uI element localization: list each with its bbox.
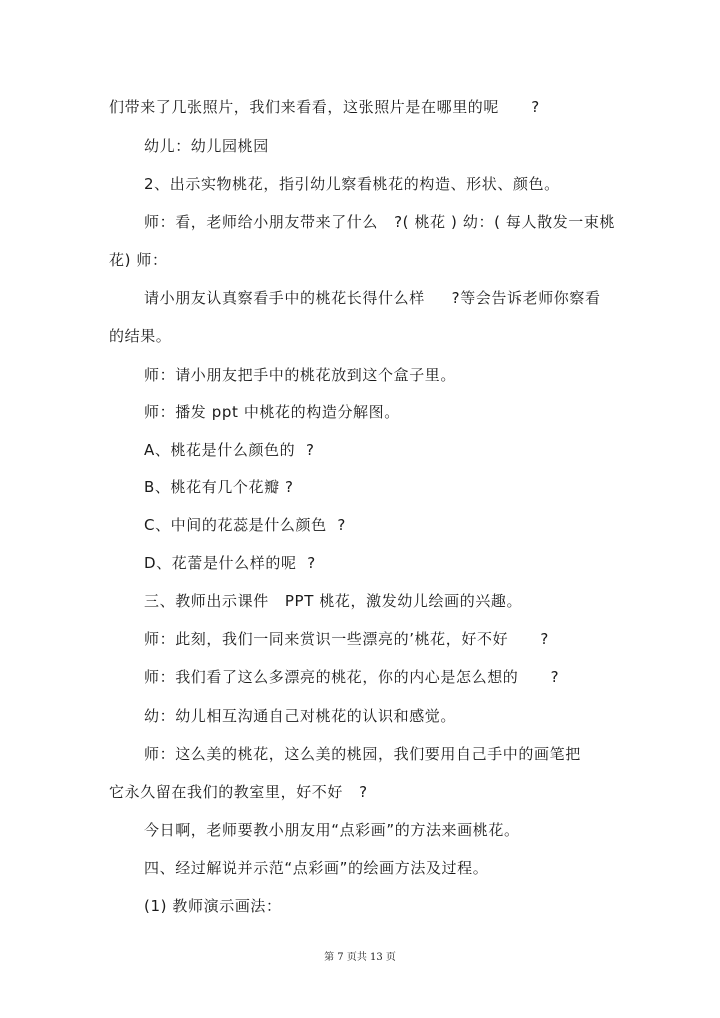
text-line-8: 师：请小朋友把手中的桃花放到这个盒子里。: [144, 366, 457, 384]
text-line-19: 它永久留在我们的教室里，好不好 ?: [109, 783, 368, 801]
text-line-11: B、桃花有几个花瓣 ?: [144, 478, 294, 496]
text-line-4: 师：看，老师给小朋友带来了什么 ?( 桃花 ) 幼：( 每人散发一束桃: [144, 213, 616, 231]
text-line-13: D、花蕾是什么样的呢 ?: [144, 554, 316, 572]
text-line-2: 幼儿：幼儿园桃园: [144, 137, 269, 155]
text-line-6: 请小朋友认真察看手中的桃花长得什么样 ?等会告诉老师你察看: [144, 289, 601, 307]
text-line-22: (1) 教师演示画法：: [144, 897, 282, 915]
text-line-12: C、中间的花蕊是什么颜色 ?: [144, 516, 346, 534]
text-line-3: 2、出示实物桃花，指引幼儿察看桃花的构造、形状、颜色。: [144, 175, 560, 193]
text-line-16: 师：我们看了这么多漂亮的桃花，你的内心是怎么想的 ?: [144, 668, 560, 686]
text-line-5: 花) 师：: [109, 251, 168, 269]
text-line-15: 师：此刻，我们一同来赏识一些漂亮的’桃花，好不好 ?: [144, 630, 549, 648]
text-line-9: 师：播发 ppt 中桃花的构造分解图。: [144, 403, 400, 421]
text-line-14: 三、教师出示课件 PPT 桃花，激发幼儿绘画的兴趣。: [144, 592, 523, 610]
text-line-18: 师：这么美的桃花，这么美的桃园，我们要用自己手中的画笔把: [144, 745, 581, 763]
text-line-10: A、桃花是什么颜色的 ?: [144, 441, 315, 459]
text-line-17: 幼：幼儿相互沟通自己对桃花的认识和感觉。: [144, 707, 457, 725]
page-number-footer: 第 7 页共 13 页: [324, 952, 396, 963]
text-line-7: 的结果。: [109, 327, 172, 345]
text-line-1: 们带来了几张照片，我们来看看，这张照片是在哪里的呢 ?: [109, 98, 540, 116]
text-line-21: 四、经过解说并示范“点彩画”的绘画方法及过程。: [144, 859, 489, 877]
text-line-20: 今日啊，老师要教小朋友用“点彩画”的方法来画桃花。: [144, 821, 520, 839]
